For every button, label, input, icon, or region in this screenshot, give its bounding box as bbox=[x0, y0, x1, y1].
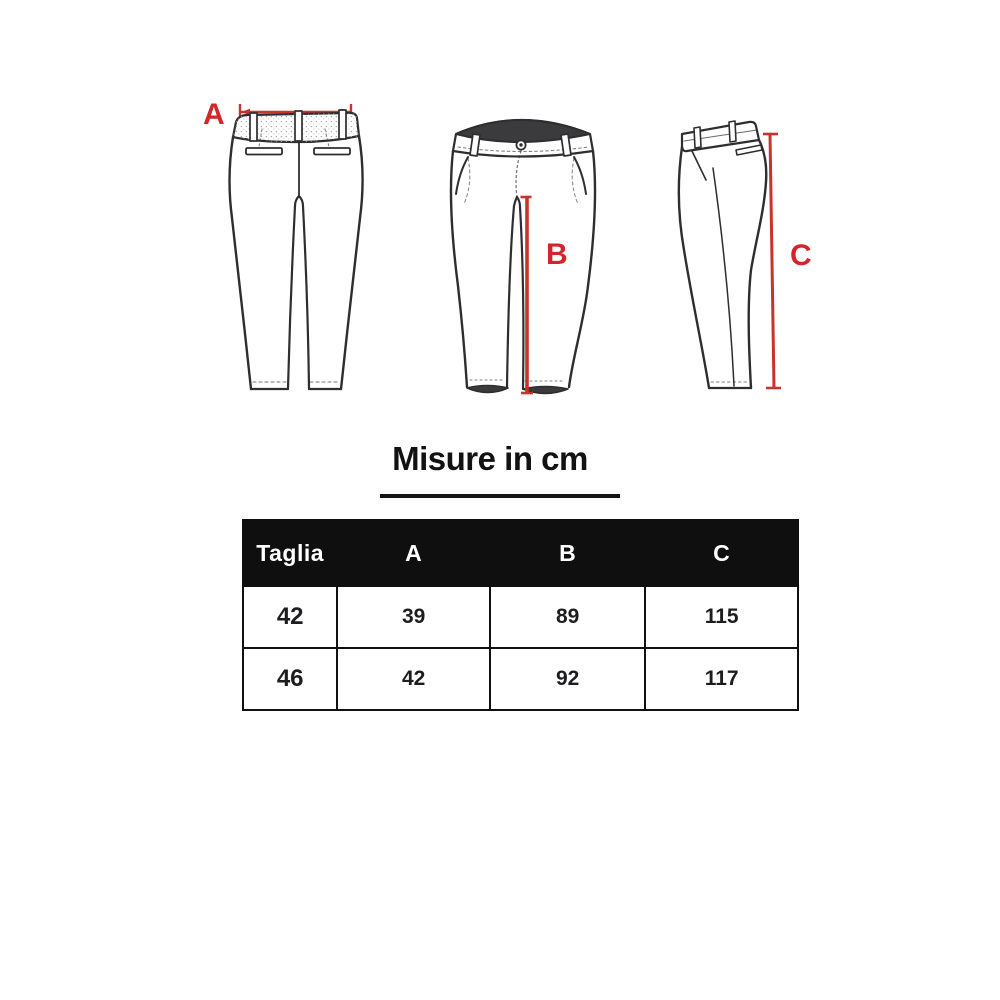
cell-c: 115 bbox=[645, 586, 798, 648]
cell-b: 89 bbox=[490, 586, 645, 648]
table-row-size-46 bbox=[243, 648, 798, 710]
page-title: Misure in cm bbox=[392, 440, 588, 477]
table-row-size-42 bbox=[243, 586, 798, 648]
size-table bbox=[242, 519, 799, 711]
cell-taglia: 42 bbox=[243, 586, 337, 648]
cell-taglia: 46 bbox=[243, 648, 337, 710]
title-underline bbox=[380, 494, 620, 498]
measure-label-b: B bbox=[546, 238, 568, 271]
cell-a: 42 bbox=[337, 648, 490, 710]
cell-c: 117 bbox=[645, 648, 798, 710]
header-a: A bbox=[337, 520, 490, 586]
header-c: C bbox=[645, 520, 798, 586]
header-taglia: Taglia bbox=[243, 520, 337, 586]
cell-a: 39 bbox=[337, 586, 490, 648]
header-b: B bbox=[490, 520, 645, 586]
pants-back-view-drawing bbox=[195, 90, 380, 410]
cell-b: 92 bbox=[490, 648, 645, 710]
pants-front-view-drawing bbox=[440, 95, 610, 415]
measure-label-a: A bbox=[203, 98, 225, 131]
measure-label-c: C bbox=[790, 239, 812, 272]
size-table-header-row bbox=[243, 520, 798, 586]
